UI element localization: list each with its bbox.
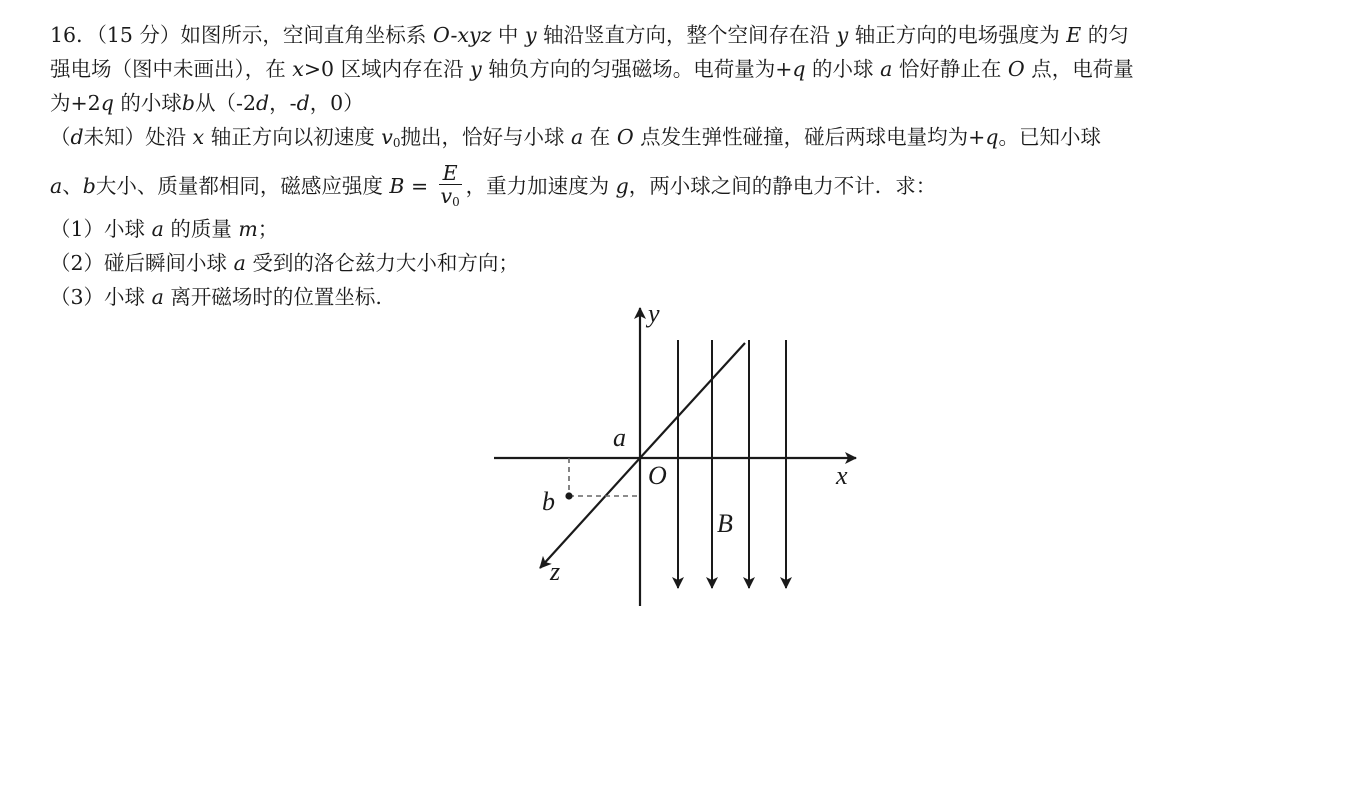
- problem-line-3: 为+2q 的小球b从（-2d，-d，0）: [50, 91, 364, 115]
- question-1: （1）小球 a 的质量 m；: [50, 217, 279, 241]
- axis-x-label: x: [836, 461, 848, 490]
- axis-y-label: y: [648, 299, 660, 328]
- ball-b-label: b: [542, 487, 555, 516]
- field-b-label: B: [717, 509, 733, 538]
- problem-line-2: 强电场（图中未画出），在 x>0 区域内存在沿 y 轴负方向的匀强磁场。电荷量为+q 的小球 a 恰好静止在 O 点，电荷量: [50, 57, 1134, 81]
- question-2: （2）碰后瞬间小球 a 受到的洛仑兹力大小和方向；: [50, 251, 519, 275]
- coordinate-figure: [490, 296, 870, 616]
- origin-label: O: [648, 461, 667, 490]
- ball-a-label: a: [613, 423, 626, 452]
- z-axis: [540, 458, 640, 568]
- problem-line-1: 16．（15 分）如图所示，空间直角坐标系 O-xyz 中 y 轴沿竖直方向，整个空间存在沿 y 轴正方向的电场强度为 E 的匀: [50, 23, 1129, 47]
- fraction-e-over-v0: $\frac{E}{v_0}$: [440, 161, 460, 209]
- z-axis-upper: [640, 343, 745, 458]
- problem-line-5: a、b大小、质量都相同，磁感应强度 B = $\frac{E}{v_0}$ ，重力加速度为 g，两小球之间的静电力不计．求：: [50, 160, 1320, 212]
- ball-b-dot: [565, 492, 572, 499]
- question-3: （3）小球 a 离开磁场时的位置坐标.: [50, 285, 382, 309]
- axis-z-label: z: [550, 557, 561, 586]
- problem-16: [50, 18, 1320, 314]
- problem-line-4: （d未知）处沿 x 轴正方向以初速度 $v_0$抛出，恰好与小球 a 在 O 点发生弹性碰撞，碰后两球电量均为+q。已知小球: [50, 125, 1101, 150]
- figure-svg: [490, 296, 870, 616]
